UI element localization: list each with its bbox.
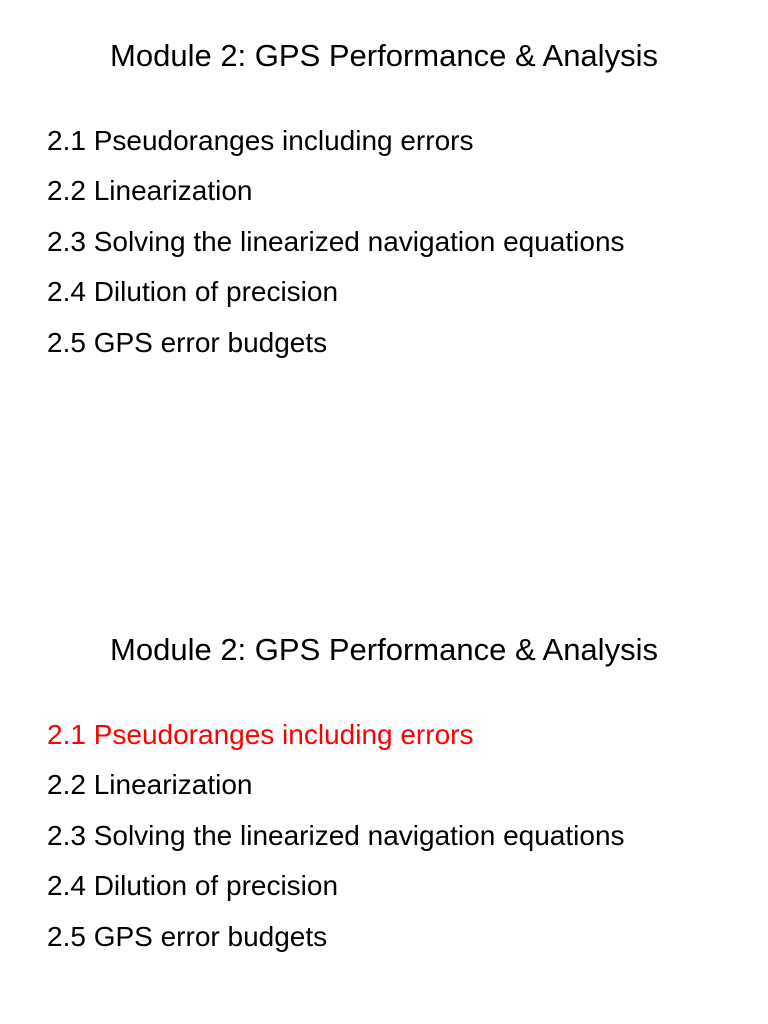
topic-item: 2.5 GPS error budgets	[47, 920, 328, 952]
topic-item: 2.3 Solving the linearized navigation equations	[47, 819, 625, 851]
topic-item: 2.1 Pseudoranges including errors	[47, 125, 474, 156]
topic-item: 2.5 GPS error budgets	[47, 326, 328, 358]
topic-item: 2.2 Linearization	[47, 175, 253, 207]
topic-list	[47, 116, 625, 368]
topic-item: 2.2 Linearization	[47, 769, 253, 801]
topic-item: 2.4 Dilution of precision	[47, 276, 339, 308]
slide-2	[0, 594, 768, 1024]
topic-item: 2.4 Dilution of precision	[47, 870, 339, 902]
slide-1	[0, 0, 768, 460]
slide-title: Module 2: GPS Performance & Analysis	[110, 38, 658, 73]
topic-item-highlighted: 2.1 Pseudoranges including errors	[47, 719, 474, 750]
slide-title: Module 2: GPS Performance & Analysis	[110, 632, 658, 667]
topic-list	[47, 710, 625, 962]
topic-item: 2.3 Solving the linearized navigation equations	[47, 225, 625, 257]
